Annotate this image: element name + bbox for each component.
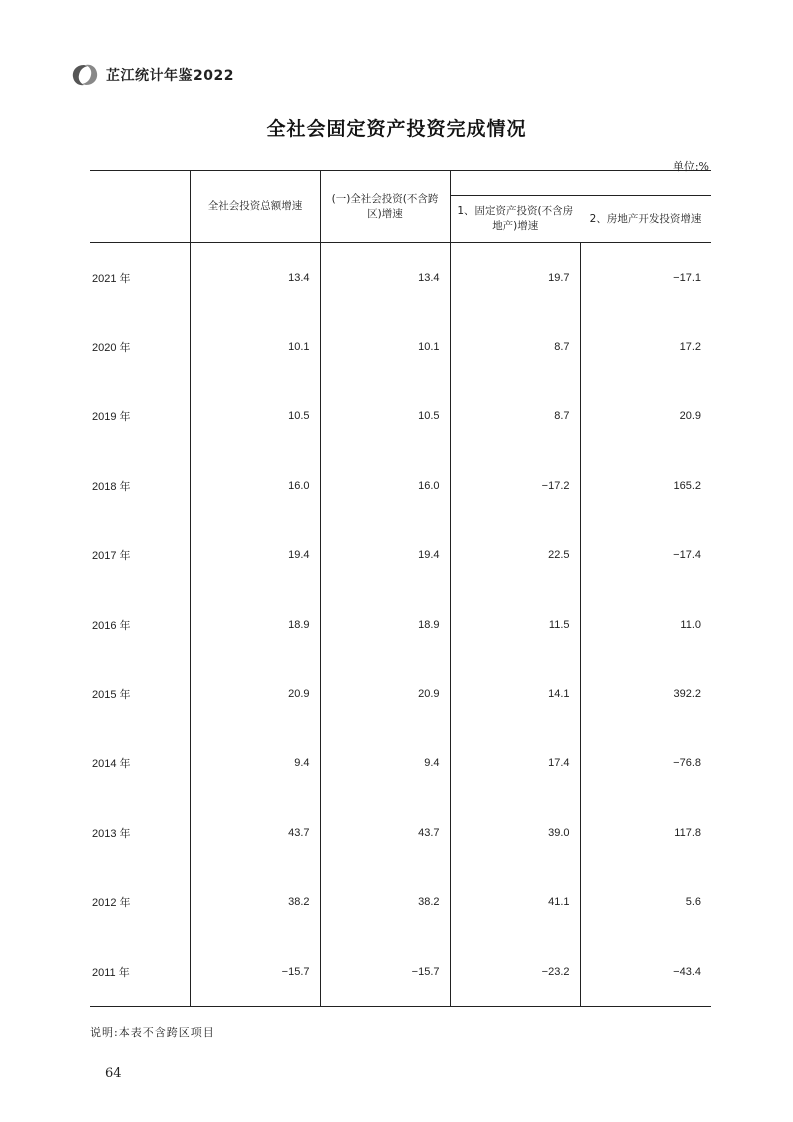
unit-label: 单位:% (672, 160, 709, 173)
value-cell: 38.2 (320, 868, 450, 937)
table-row (90, 937, 711, 1007)
investment-table (90, 170, 711, 1007)
header-spacer (450, 171, 580, 196)
value-cell: −17.1 (580, 243, 711, 313)
table-row (90, 382, 711, 451)
table-note: 说明:本表不含跨区项目 (90, 1026, 215, 1039)
value-cell: 19.7 (450, 243, 580, 313)
value-cell: 117.8 (580, 798, 711, 867)
column-header: 2、房地产开发投资增速 (580, 196, 711, 243)
value-cell: 8.7 (450, 382, 580, 451)
table-row (90, 729, 711, 798)
value-cell: 41.1 (450, 868, 580, 937)
column-header: 1、固定资产投资(不含房地产)增速 (450, 196, 580, 243)
value-cell: 9.4 (320, 729, 450, 798)
year-cell: 2017 年 (92, 550, 131, 563)
value-cell: −17.2 (450, 451, 580, 520)
value-cell: 17.2 (580, 312, 711, 381)
value-cell: 11.5 (450, 590, 580, 659)
value-cell: −17.4 (580, 521, 711, 590)
value-cell: 10.1 (190, 312, 320, 381)
value-cell: −15.7 (190, 937, 320, 1007)
table-row (90, 312, 711, 381)
value-cell: 43.7 (190, 798, 320, 867)
year-cell: 2016 年 (92, 619, 131, 632)
table-row (90, 451, 711, 520)
value-cell: −43.4 (580, 937, 711, 1007)
value-cell: 20.9 (190, 659, 320, 728)
value-cell: 16.0 (190, 451, 320, 520)
header-spacer (580, 171, 711, 196)
book-title: 芷江统计年鉴2022 (106, 68, 234, 84)
year-column-header (90, 171, 190, 243)
value-cell: 20.9 (320, 659, 450, 728)
column-header: (一)全社会投资(不含跨区)增速 (320, 171, 450, 243)
value-cell: 5.6 (580, 868, 711, 937)
value-cell: 22.5 (450, 521, 580, 590)
value-cell: 43.7 (320, 798, 450, 867)
page-header (70, 62, 234, 88)
year-cell: 2014 年 (92, 758, 131, 771)
value-cell: −15.7 (320, 937, 450, 1007)
value-cell: 39.0 (450, 798, 580, 867)
value-cell: 14.1 (450, 659, 580, 728)
table-row (90, 590, 711, 659)
value-cell: 9.4 (190, 729, 320, 798)
year-cell: 2015 年 (92, 689, 131, 702)
table-row (90, 243, 711, 313)
value-cell: 10.1 (320, 312, 450, 381)
value-cell: 13.4 (190, 243, 320, 313)
investment-table-container (90, 170, 711, 1007)
table-row (90, 521, 711, 590)
value-cell: 18.9 (320, 590, 450, 659)
table-row (90, 868, 711, 937)
value-cell: 10.5 (320, 382, 450, 451)
value-cell: 13.4 (320, 243, 450, 313)
value-cell: 16.0 (320, 451, 450, 520)
value-cell: −76.8 (580, 729, 711, 798)
yearbook-logo-icon (70, 62, 100, 88)
value-cell: 20.9 (580, 382, 711, 451)
value-cell: 18.9 (190, 590, 320, 659)
table-row (90, 659, 711, 728)
page-number: 64 (105, 1066, 122, 1081)
page-title: 全社会固定资产投资完成情况 (266, 118, 527, 140)
year-cell: 2011 年 (90, 937, 190, 1007)
year-cell: 2019 年 (92, 411, 131, 424)
table-row (90, 798, 711, 867)
value-cell: 8.7 (450, 312, 580, 381)
column-header: 全社会投资总额增速 (190, 171, 320, 243)
year-cell: 2021 年 (92, 272, 131, 285)
year-cell: 2018 年 (92, 480, 131, 493)
value-cell: 17.4 (450, 729, 580, 798)
value-cell: 10.5 (190, 382, 320, 451)
value-cell: 19.4 (190, 521, 320, 590)
year-cell: 2013 年 (92, 827, 131, 840)
year-cell: 2012 年 (92, 897, 131, 910)
value-cell: 38.2 (190, 868, 320, 937)
value-cell: −23.2 (450, 937, 580, 1007)
year-cell: 2020 年 (92, 342, 131, 355)
value-cell: 392.2 (580, 659, 711, 728)
value-cell: 11.0 (580, 590, 711, 659)
value-cell: 19.4 (320, 521, 450, 590)
value-cell: 165.2 (580, 451, 711, 520)
